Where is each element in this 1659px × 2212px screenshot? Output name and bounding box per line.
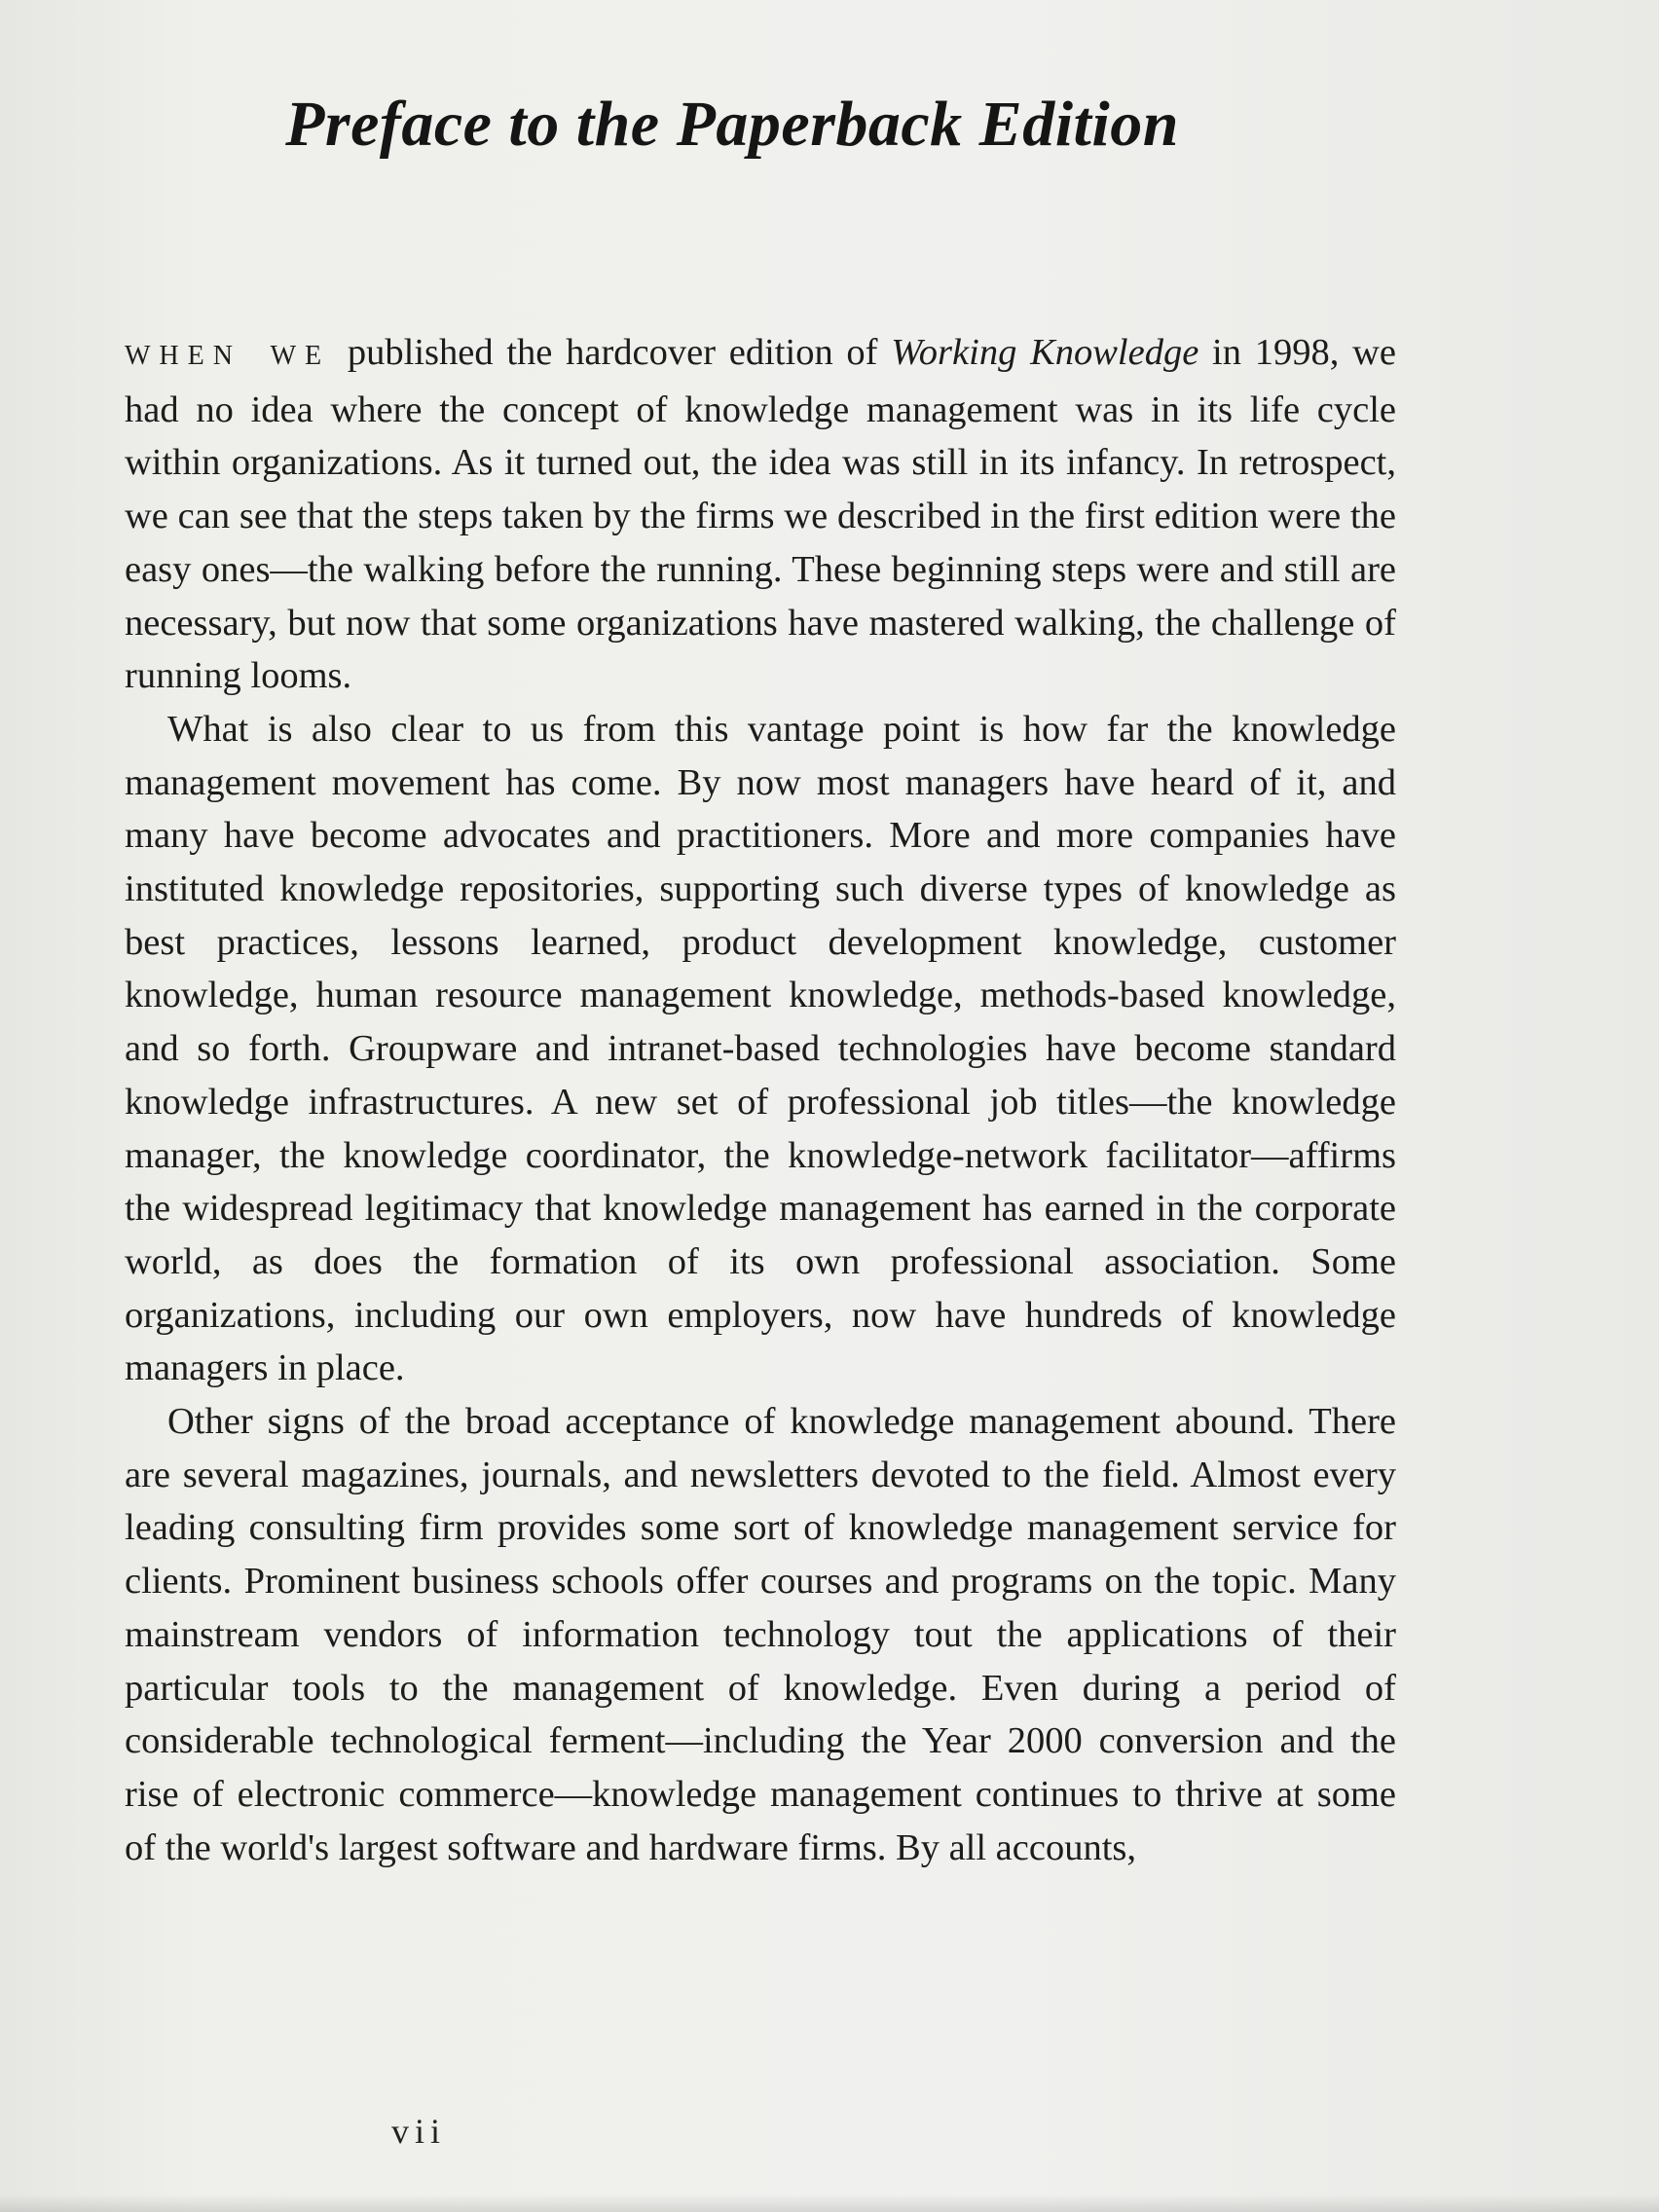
paragraph-1-text-a: published the hardcover edition of (334, 332, 892, 373)
book-title: Working Knowledge (891, 332, 1199, 373)
paragraph-2: What is also clear to us from this vantage point is how far the knowledge management movement has come. By now most managers have heard of it, and many have become advocates and practitioners. More and more companies have instituted knowledge repositories, supporting such diverse types of knowledge as best practices, lessons learned, product development knowledge, customer knowledge, human resource management knowledge, methods-based knowledge, and so forth. Groupware and intranet-based technologies have become standard knowledge infrastructures. A new set of professional job titles—the knowledge manager, the knowledge coordinator, the knowledge-network facilitator—affirms the widespread legitimacy that knowledge management has earned in the corporate world, as does the formation of its own professional association. Some organizations, including our own employers, now have hundreds of knowledge managers in place. (125, 708, 1396, 1389)
paragraph-3: Other signs of the broad acceptance of knowledge management abound. There are several magazines, journals, and newsletters devoted to the field. Almost every leading consulting firm provides some sort of knowledge management service for clients. Prominent business schools offer courses and programs on the topic. Many mainstream vendors of information technology tout the applications of their particular tools to the management of knowledge. Even during a period of considerable technological ferment—including the Year 2000 conversion and the rise of electronic commerce—knowledge management continues to thrive at some of the world's largest software and hardware firms. By all accounts, (125, 1401, 1396, 1868)
body-text (125, 326, 1396, 1874)
small-caps-lead-in: WHEN WE (125, 341, 331, 371)
page-title: Preface to the Paperback Edition (285, 89, 1179, 160)
paragraph-1 (125, 326, 1396, 703)
page-edge-shadow (0, 2194, 1659, 2212)
paragraph-1-text-b: in 1998, we had no idea where the concept of knowledge management was in its life cycle within organizations. As it turned out, the idea was still in its infancy. In retrospect, we can see that the steps taken by the firms we described in the first edition were the easy ones—the walking before the running. These beginning steps were and still are necessary, but now that some organizations have mastered walking, the challenge of running looms. (125, 332, 1396, 697)
page-number: vii (391, 2112, 447, 2151)
